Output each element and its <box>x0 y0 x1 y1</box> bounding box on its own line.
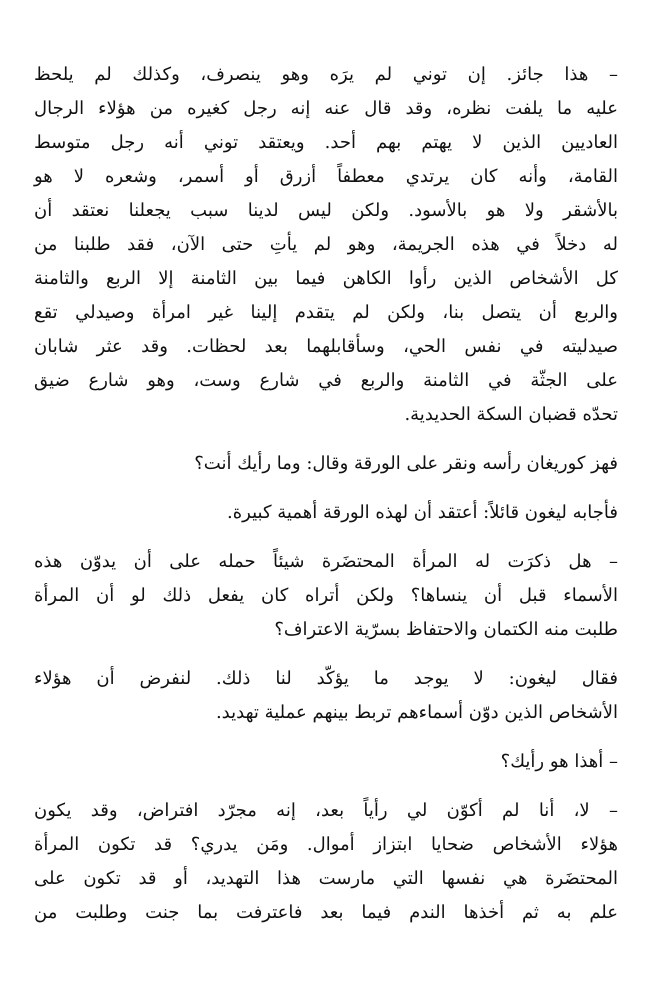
paragraph <box>34 496 618 530</box>
paragraph <box>34 745 618 779</box>
text-line: القامة، وأنه كان يرتدي معطفاً أزرق أو أسمر، وشعره لا هو <box>34 166 618 187</box>
text-line: فقال ليغون: لا يوجد ما يؤكّد لنا ذلك. لنفرض أن هؤلاء <box>34 668 618 689</box>
paragraph <box>34 447 618 481</box>
text-line: له دخلاً في هذه الجريمة، وهو لم يأتِ حتى الآن، فقد طلبنا من <box>34 234 618 255</box>
text-line: – هل ذكرَت له المرأة المحتضَرة شيئاً حمله على أن يدوّن هذه <box>34 551 618 572</box>
text-line: – أهذا هو رأيك؟ <box>500 751 618 772</box>
text-line: عليه ما يلفت نظره، وقد قال عنه إنه رجل كغيره من هؤلاء الرجال <box>34 98 618 119</box>
text-line: بالأشقر ولا هو بالأسود. ولكن ليس لدينا سبب يجعلنا نعتقد أن <box>34 200 618 221</box>
text-line: الأشخاص الذين دوّن أسماءهم تربط بينهم عملية تهديد. <box>215 702 618 723</box>
text-line: المحتضَرة هي نفسها التي مارست هذا التهديد، أو قد تكون على <box>34 868 618 889</box>
text-line: – هذا جائز. إن توني لم يرَه وهو ينصرف، وكذلك لم يلحظ <box>34 64 618 85</box>
paragraph <box>34 58 618 432</box>
paragraph <box>34 545 618 647</box>
paragraph <box>34 662 618 730</box>
book-page <box>34 58 618 930</box>
text-line: – لا، أنا لم أكوّن لي رأياً بعد، إنه مجرّد افتراض، وقد يكون <box>34 800 618 821</box>
text-line: كل الأشخاص الذين رأوا الكاهن فيما بين الثامنة إلا الربع والثامنة <box>34 268 618 289</box>
text-line: علم به ثم أخذها الندم فيما بعد فاعترفت بما جنت وطلبت من <box>34 902 618 923</box>
text-line: طلبت منه الكتمان والاحتفاظ بسرّية الاعتراف؟ <box>274 619 618 640</box>
text-line: صيدليته في نفس الحي، وسأقابلهما بعد لحظات. وقد عثر شابان <box>34 336 618 357</box>
text-line: الأسماء قبل أن ينساها؟ ولكن أتراه كان يفعل ذلك لو أن المرأة <box>34 585 618 606</box>
text-line: فهز كوريغان رأسه ونقر على الورقة وقال: وما رأيك أنت؟ <box>194 453 618 474</box>
text-line: فأجابه ليغون قائلاً: أعتقد أن لهذه الورقة أهمية كبيرة. <box>227 502 618 523</box>
text-line: هؤلاء الأشخاص ضحايا ابتزاز أموال. ومَن يدري؟ قد تكون المرأة <box>34 834 618 855</box>
paragraph <box>34 794 618 930</box>
text-line: العاديين الذين لا يهتم بهم أحد. ويعتقد توني أنه رجل متوسط <box>34 132 618 153</box>
text-line: على الجثّة في الثامنة والربع في شارع وست، وهو شارع ضيق <box>34 370 618 391</box>
text-line: والربع أن يتصل بنا، ولكن لم يتقدم إلينا غير امرأة وصيدلي تقع <box>34 302 618 323</box>
text-line: تحدّه قضبان السكة الحديدية. <box>404 404 618 425</box>
